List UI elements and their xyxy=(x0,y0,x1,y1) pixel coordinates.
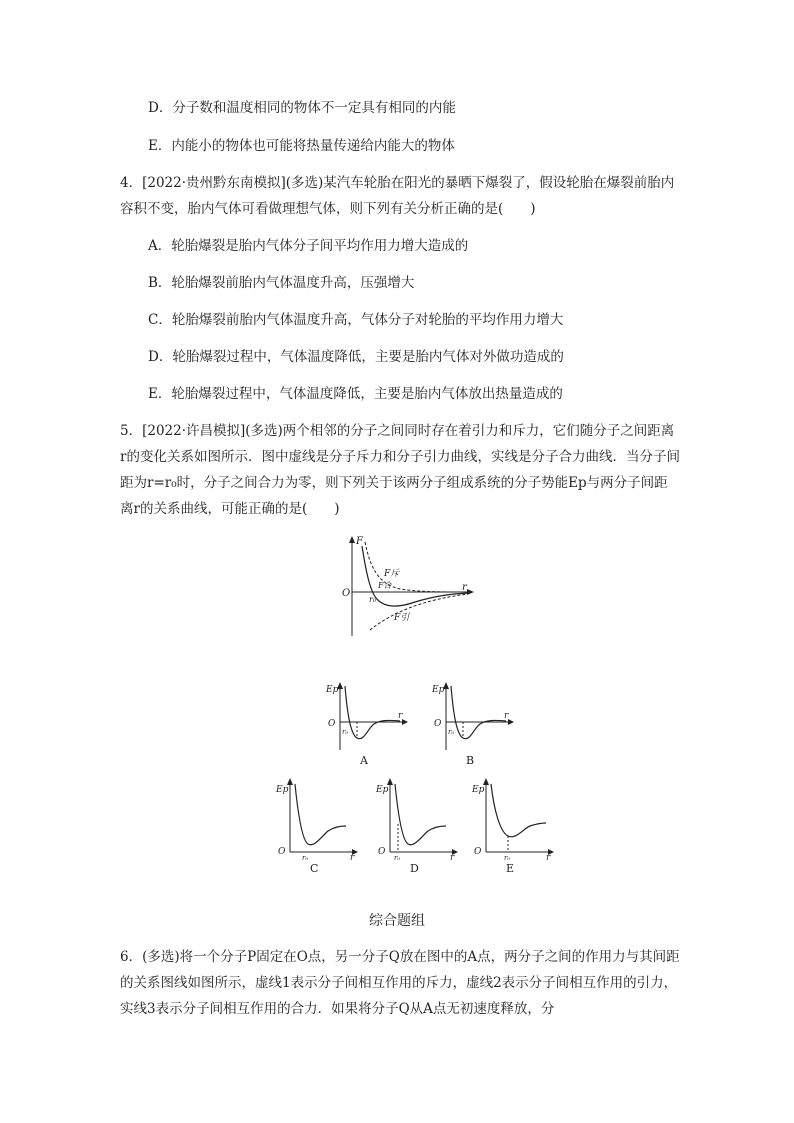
q4-option-e: E．轮胎爆裂过程中，气体温度降低，主要是胎内气体放出热量造成的 xyxy=(148,386,563,402)
choice-a-x-arrow xyxy=(402,719,408,725)
choice-a-caption: A xyxy=(360,754,368,767)
choice-b-origin: O xyxy=(434,719,442,729)
choice-c-r0: r₀ xyxy=(302,854,309,862)
net-force-label: F合 xyxy=(378,581,392,590)
choice-b-r0: r₀ xyxy=(448,728,455,736)
choice-d-y-arrow xyxy=(387,778,393,785)
choice-c-y-arrow xyxy=(287,778,293,785)
choice-e-y-label: Ep xyxy=(472,785,485,795)
choice-b-x-label: r xyxy=(504,711,509,721)
choice-d-caption: D xyxy=(410,862,419,874)
q5-stem: 5．[2022·许昌模拟](多选)两个相邻的分子之间同时存在着引力和斥力，它们随分子之间距离r的变化关系如图所示．图中虚线是分子斥力和分子引力曲线，实线是分子合力曲线．当分子间距为r=r₀时，分子之间合力为零，则下列关于该两分子组成系统的分子势能Ep与两分子间距离r的关系曲线，可能正确的是( ) xyxy=(120,423,680,517)
choice-e-caption: E xyxy=(506,862,515,874)
choice-figure-c xyxy=(272,774,362,874)
choice-d-r0: r₀ xyxy=(394,854,401,862)
choice-a-y-label: Ep xyxy=(326,685,339,695)
choice-b-curve xyxy=(451,686,506,739)
q4-option-c: C．轮胎爆裂前胎内气体温度升高，气体分子对轮胎的平均作用力增大 xyxy=(148,312,564,328)
choice-e-origin: O xyxy=(474,847,482,857)
choice-b-y-label: Ep xyxy=(432,685,445,695)
force-x-arrow xyxy=(467,589,474,595)
attractive-label: F引 xyxy=(394,613,410,623)
choice-b-caption: B xyxy=(466,754,475,767)
choice-a-r0: r₀ xyxy=(342,728,349,736)
choice-d-origin: O xyxy=(378,847,386,857)
choice-d-x-label: r xyxy=(450,853,455,863)
q6-stem: 6．(多选)将一个分子P固定在O点，另一分子Q放在图中的A点，两分子之间的作用力与其间距的关系图线如图所示，虚线1表示分子间相互作用的斥力，虚线2表示分子间相互作用的引力，实线3表示分子间相互作用的合力．如果将分子Q从A点无初速度释放，分 xyxy=(120,949,680,1017)
choice-d-y-label: Ep xyxy=(376,785,389,795)
choice-b-x-arrow xyxy=(508,719,514,725)
choice-c-x-label: r xyxy=(350,853,355,863)
choice-c-curve xyxy=(295,784,346,845)
choice-e-curve xyxy=(491,784,546,837)
force-origin-label: O xyxy=(342,588,351,599)
choice-a-origin: O xyxy=(328,719,336,729)
choice-figure-a xyxy=(322,680,412,768)
choice-e-x-label: r xyxy=(546,853,551,863)
force-x-label: r xyxy=(462,582,467,593)
choice-d-curve xyxy=(395,784,446,845)
attractive-curve xyxy=(370,594,468,630)
section-title: 综合题组 xyxy=(369,913,425,929)
q4-stem: 4．[2022·贵州黔东南模拟](多选)某汽车轮胎在阳光的暴晒下爆裂了，假设轮胎在爆裂前胎内容积不变，胎内气体可看做理想气体，则下列有关分析正确的是( ) xyxy=(120,175,675,217)
q4-option-d: D．轮胎爆裂过程中，气体温度降低，主要是胎内气体对外做功造成的 xyxy=(148,349,564,365)
force-figure xyxy=(340,532,480,642)
choice-a-x-label: r xyxy=(398,711,403,721)
choice-c-caption: C xyxy=(310,862,319,874)
choice-e-y-arrow xyxy=(483,778,489,785)
force-y-label: F xyxy=(356,536,363,547)
prev-option-e: E．内能小的物体也可能将热量传递给内能大的物体 xyxy=(148,138,455,154)
choice-figure-e xyxy=(468,774,558,874)
choice-e-r0: r₀ xyxy=(504,854,511,862)
prev-option-d: D．分子数和温度相同的物体不一定具有相同的内能 xyxy=(148,100,456,116)
repulsive-label: F斥 xyxy=(384,569,400,579)
choice-figure-d xyxy=(372,774,462,874)
choice-c-origin: O xyxy=(278,847,286,857)
q4-option-a: A．轮胎爆裂是胎内气体分子间平均作用力增大造成的 xyxy=(148,238,469,254)
q4-option-b: B．轮胎爆裂前胎内气体温度升高，压强增大 xyxy=(148,275,415,291)
choice-c-y-label: Ep xyxy=(276,785,289,795)
choice-a-curve xyxy=(345,686,400,739)
choice-figure-b xyxy=(428,680,518,768)
force-y-arrow xyxy=(349,536,355,543)
force-r0-label: r₀ xyxy=(369,595,377,604)
